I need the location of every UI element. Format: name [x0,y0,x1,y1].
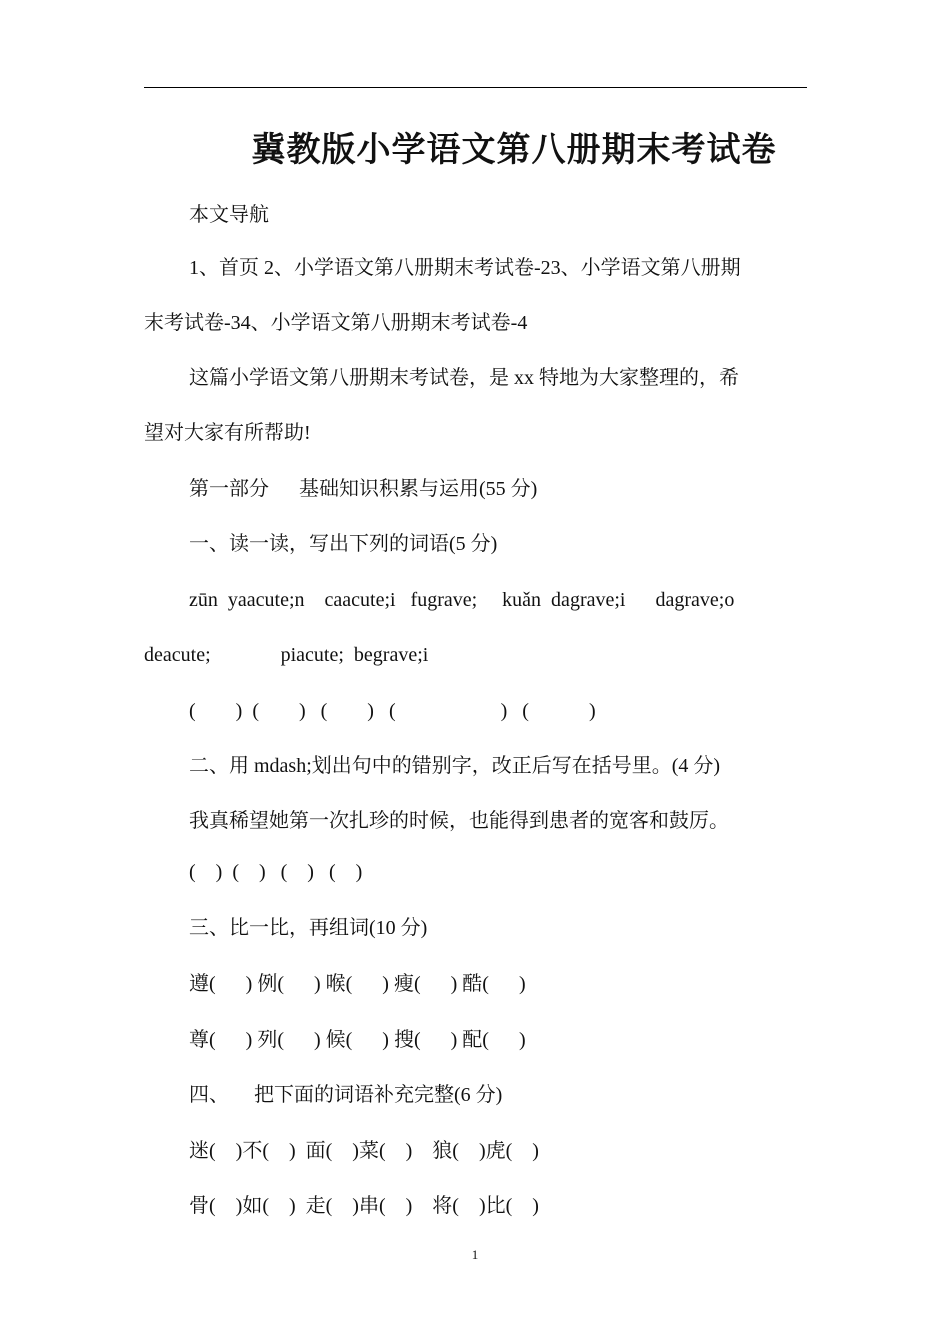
section-3-heading: 三、比一比，再组词(10 分) [189,917,428,939]
compare-row-1: 遵( ) 例( ) 喉( ) 瘦( ) 酷( ) [189,973,526,995]
idiom-row-2: 骨( )如( ) 走( )串( ) 将( )比( ) [189,1195,539,1217]
answer-brackets-2: ( ) ( ) ( ) ( ) [189,861,363,883]
intro-line-1: 这篇小学语文第八册期末考试卷，是 xx 特地为大家整理的，希 [189,367,739,389]
document-title: 冀教版小学语文第八册期末考试卷 [251,132,777,169]
section-4-heading: 四、 把下面的词语补充完整(6 分) [189,1084,503,1106]
header-rule [144,87,807,88]
nav-links-line-2: 末考试卷-34、小学语文第八册期末考试卷-4 [144,312,528,334]
error-sentence: 我真稀望她第一次扎珍的时候，也能得到患者的宽客和鼓厉。 [189,810,729,832]
compare-row-2: 尊( ) 列( ) 候( ) 搜( ) 配( ) [189,1029,526,1051]
section-1-heading: 一、读一读，写出下列的词语(5 分) [189,533,498,555]
pinyin-line-1: zūn yaacute;n caacute;i fugrave; kuǎn dagrave;i dagrave;o [189,589,735,611]
part-one-heading: 第一部分 基础知识积累与运用(55 分) [189,478,538,500]
answer-brackets-1: ( ) ( ) ( ) ( ) ( ) [189,700,596,722]
section-2-heading: 二、用 mdash;划出句中的错别字，改正后写在括号里。(4 分) [189,755,721,777]
nav-heading: 本文导航 [189,204,269,226]
idiom-row-1: 迷( )不( ) 面( )菜( ) 狼( )虎( ) [189,1140,539,1162]
nav-links-line-1: 1、首页 2、小学语文第八册期末考试卷-23、小学语文第八册期 [189,257,741,279]
intro-line-2: 望对大家有所帮助! [144,422,311,444]
page-number: 1 [471,1247,479,1262]
pinyin-line-2: deacute; piacute; begrave;i [144,644,429,666]
